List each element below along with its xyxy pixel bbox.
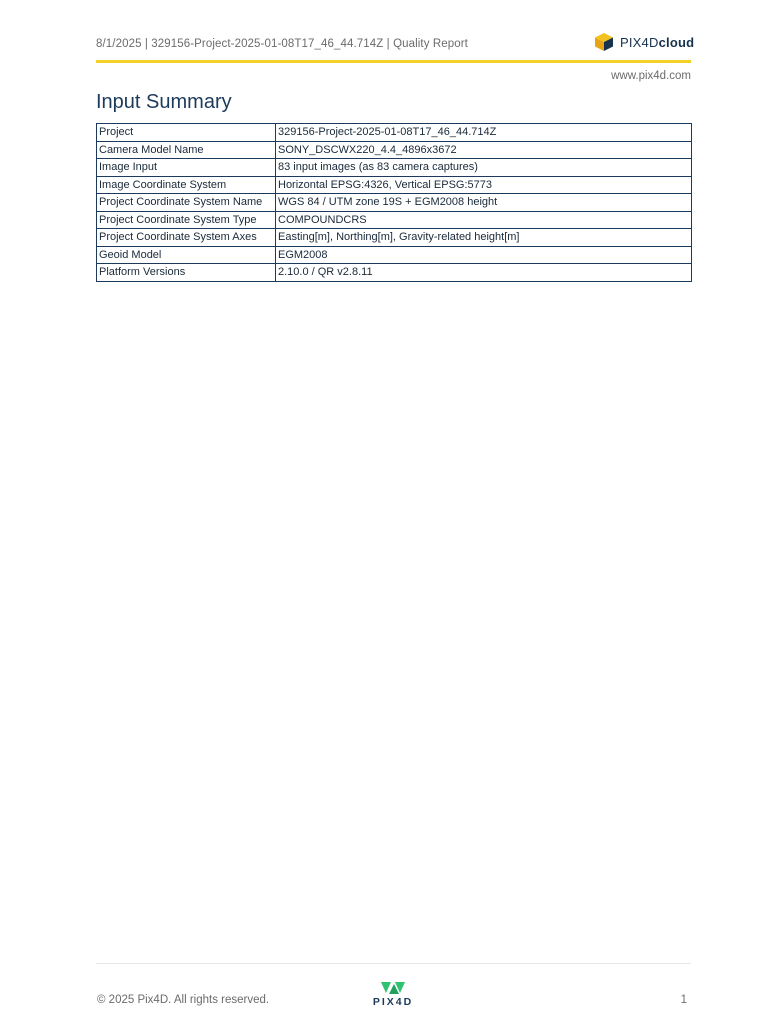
table-row <box>97 176 692 194</box>
pix4d-footer-logo <box>369 981 417 1008</box>
row-key: Platform Versions <box>97 264 276 282</box>
row-key: Camera Model Name <box>97 141 276 159</box>
row-value: Horizontal EPSG:4326, Vertical EPSG:5773 <box>276 176 692 194</box>
row-key: Project Coordinate System Name <box>97 194 276 212</box>
table-row <box>97 141 692 159</box>
pix4d-triangle-icon <box>380 981 406 995</box>
logo-prefix: PIX4D <box>620 34 659 50</box>
page-number: 1 <box>680 994 687 1006</box>
input-summary-table <box>96 123 692 282</box>
table-row <box>97 159 692 177</box>
table-row <box>97 246 692 264</box>
row-value: SONY_DSCWX220_4.4_4896x3672 <box>276 141 692 159</box>
header-accent-bar <box>96 60 691 63</box>
pix4d-cube-icon <box>594 32 614 52</box>
row-value: 2.10.0 / QR v2.8.11 <box>276 264 692 282</box>
footer-logo-wordmark: PIX4D <box>372 996 414 1008</box>
row-value: COMPOUNDCRS <box>276 211 692 229</box>
row-key: Image Input <box>97 159 276 177</box>
table-row <box>97 194 692 212</box>
logo-suffix: cloud <box>658 34 695 50</box>
logo-text <box>620 35 694 50</box>
table-row <box>97 229 692 247</box>
table-row <box>97 264 692 282</box>
row-value: 83 input images (as 83 camera captures) <box>276 159 692 177</box>
pix4dcloud-logo <box>594 31 694 53</box>
section-title: Input Summary <box>96 91 232 113</box>
row-key: Project Coordinate System Type <box>97 211 276 229</box>
row-key: Geoid Model <box>97 246 276 264</box>
report-header: 8/1/2025 | 329156-Project-2025-01-08T17_46_44.714Z | Quality Report <box>96 38 468 50</box>
copyright-text: © 2025 Pix4D. All rights reserved. <box>97 994 270 1006</box>
row-key: Project <box>97 124 276 142</box>
row-value: Easting[m], Northing[m], Gravity-related height[m] <box>276 229 692 247</box>
summary-table-body <box>97 124 692 282</box>
row-value: 329156-Project-2025-01-08T17_46_44.714Z <box>276 124 692 142</box>
row-key: Project Coordinate System Axes <box>97 229 276 247</box>
table-row <box>97 124 692 142</box>
site-url: www.pix4d.com <box>611 70 691 82</box>
row-value: WGS 84 / UTM zone 19S + EGM2008 height <box>276 194 692 212</box>
row-value: EGM2008 <box>276 246 692 264</box>
table-row <box>97 211 692 229</box>
footer-divider <box>96 963 691 964</box>
row-key: Image Coordinate System <box>97 176 276 194</box>
